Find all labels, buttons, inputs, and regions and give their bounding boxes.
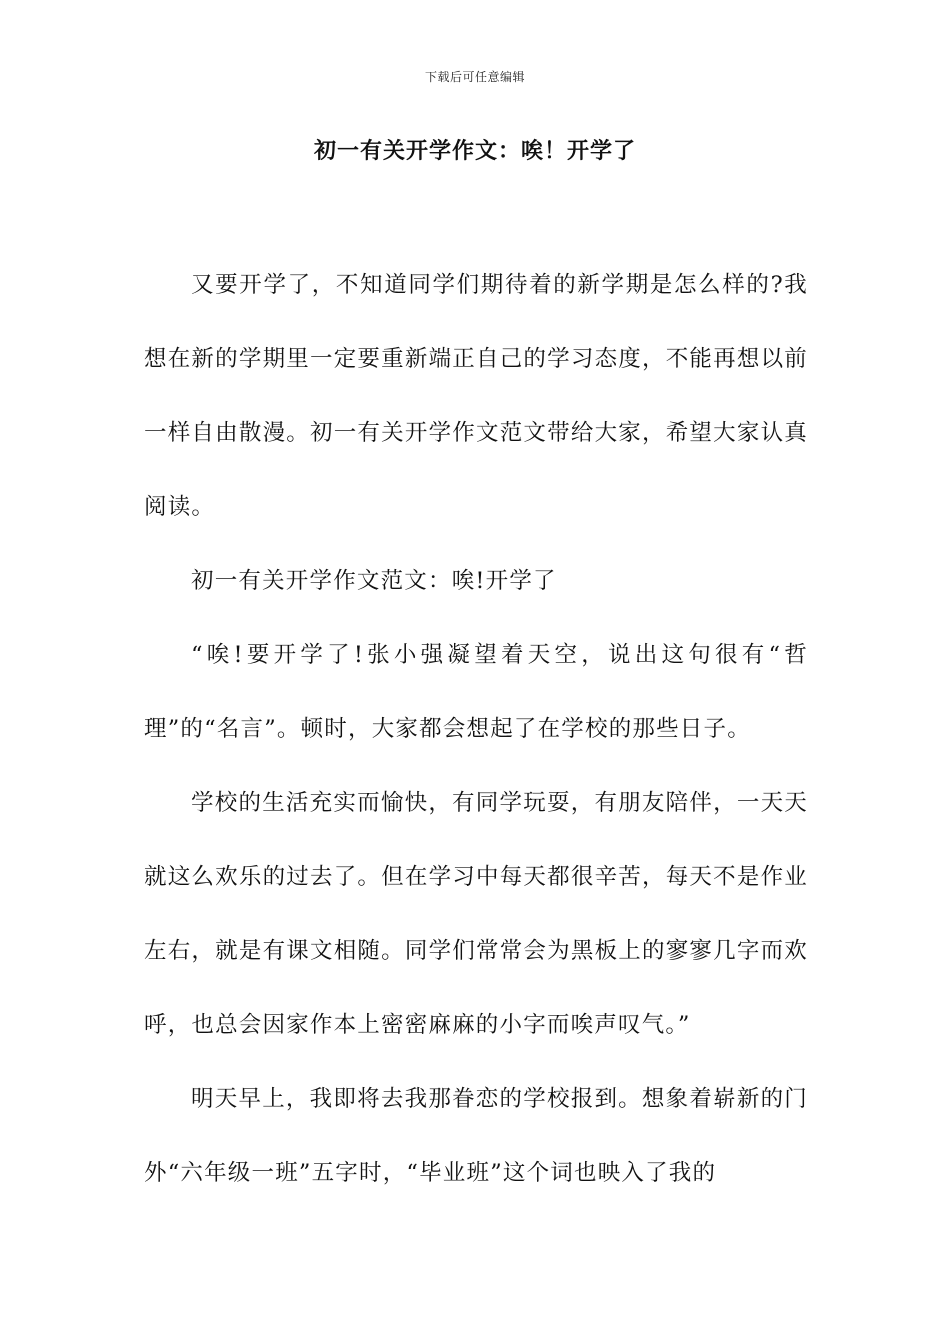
paragraph-subtitle: 初一有关开学作文范文：唉!开学了: [191, 568, 557, 594]
paragraph-intro: 又要开学了，不知道同学们期待着的新学期是怎么样的?我想在新的学期里一定要重新端正自己的学习态度，不能再想以前一样自由散漫。初一有关开学作文范文带给大家，希望大家认真阅读。: [144, 272, 808, 520]
document-body: [144, 248, 808, 1210]
header-note: 下载后可任意编辑: [424, 70, 525, 84]
paragraph-tomorrow: 明天早上，我即将去我那眷恋的学校报到。想象着崭新的门外“六年级一班”五字时，“毕业班”这个词也映入了我的: [144, 1086, 808, 1186]
paragraph-school-life: 学校的生活充实而愉快，有同学玩耍，有朋友陪伴，一天天就这么欢乐的过去了。但在学习中每天都很辛苦，每天不是作业左右，就是有课文相随。同学们常常会为黑板上的寥寥几字而欢呼，也总会因家作本上密密麻麻的小字而唉声叹气。”: [144, 790, 808, 1038]
paragraph-quote: “唉!要开学了!张小强凝望着天空，说出这句很有“哲理”的“名言”。顿时，大家都会想起了在学校的那些日子。: [144, 642, 808, 742]
document-title: 初一有关开学作文：唉！开学了: [313, 139, 636, 164]
